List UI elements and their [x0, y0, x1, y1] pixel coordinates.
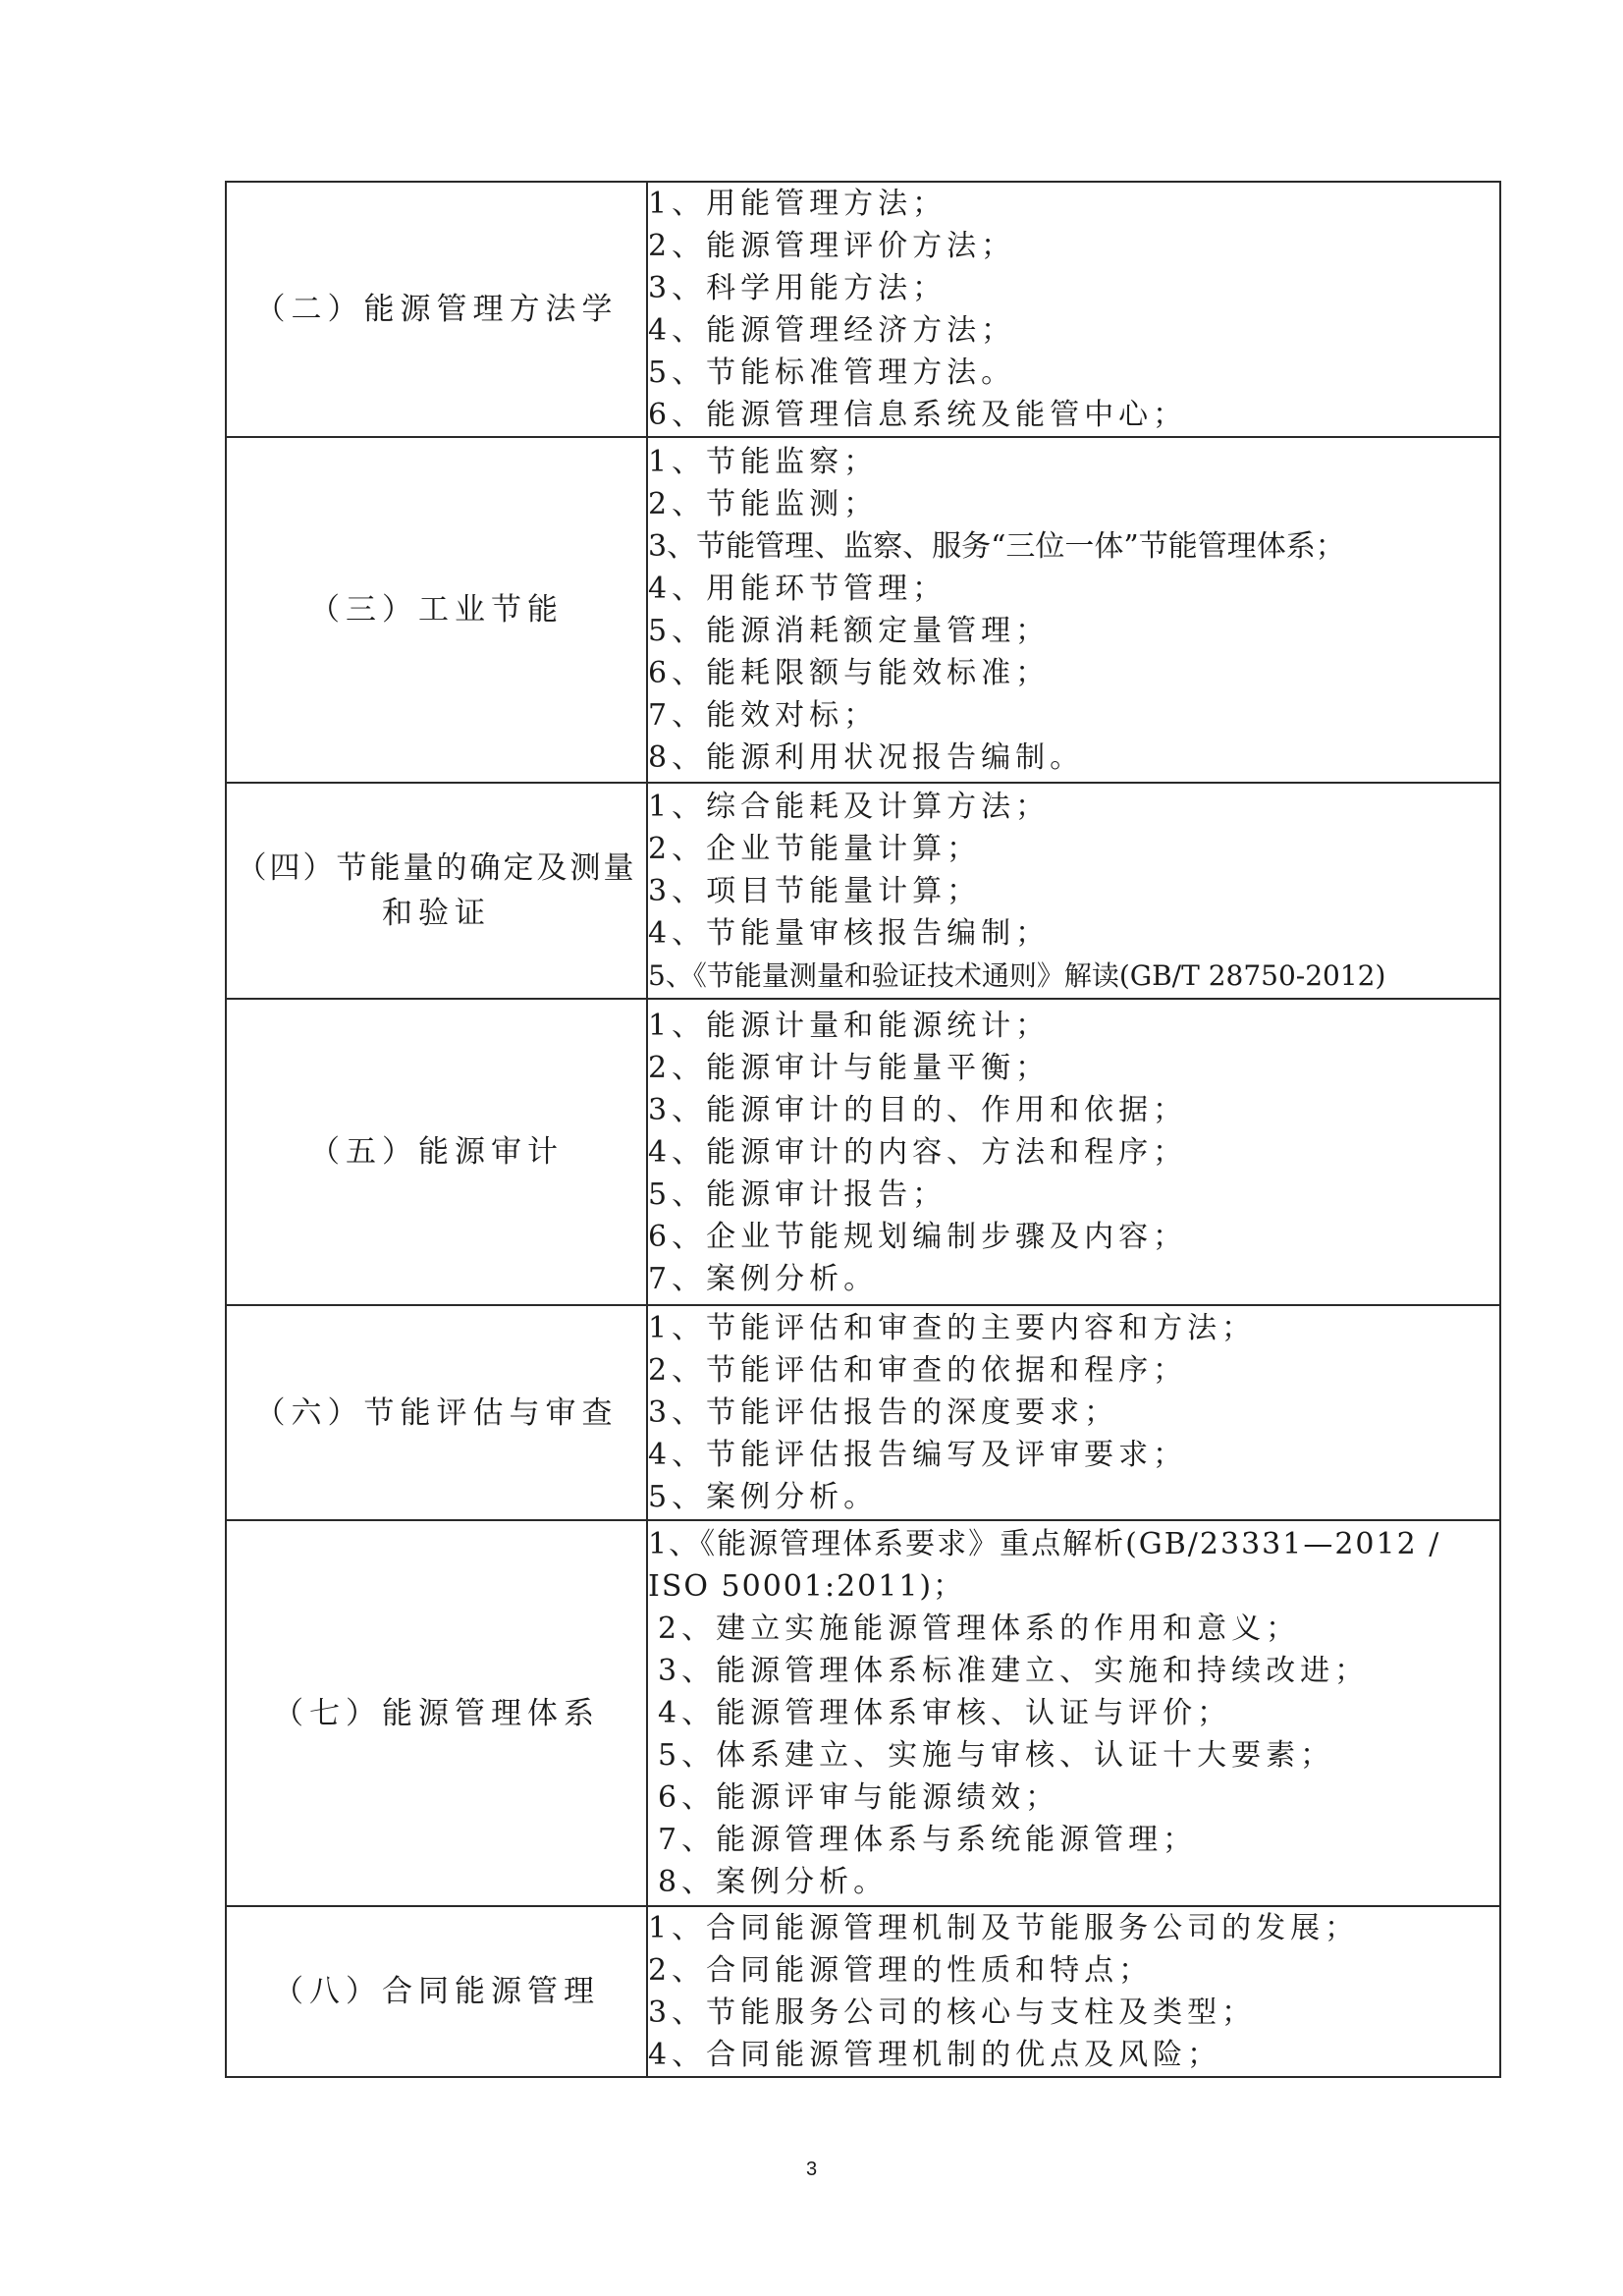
list-item: 5、《节能量测量和验证技术通则》解读(GB/T 28750-2012)	[648, 958, 1386, 992]
list-item: 1、节能评估和审查的主要内容和方法；	[648, 1311, 1257, 1345]
list-item: 3、节能评估报告的深度要求；	[648, 1395, 1119, 1430]
list-item: 4、节能评估报告编写及评审要求；	[648, 1438, 1188, 1472]
topic-cell	[226, 783, 647, 999]
list-item: 7、案例分析。	[648, 1261, 879, 1296]
list-item: 2、能源审计与能量平衡；	[648, 1050, 1051, 1085]
list-item: 1、综合能耗及计算方法；	[648, 789, 1051, 824]
list-item: 6、能源评审与能源绩效；	[658, 1780, 1060, 1815]
table-row	[226, 182, 1500, 437]
list-item: 3、能源管理体系标准建立、实施和持续改进；	[658, 1654, 1370, 1688]
topic-cell: （七）能源管理体系	[226, 1520, 647, 1906]
list-item: 4、能源审计的内容、方法和程序；	[648, 1134, 1188, 1170]
list-item: 5、体系建立、实施与审核、认证十大要素；	[658, 1738, 1335, 1773]
list-item: 7、能效对标；	[648, 698, 879, 733]
list-item: 3、项目节能量计算；	[648, 873, 982, 908]
topic-cell: （三）工业节能	[226, 437, 647, 783]
list-item: 1、能源计量和能源统计；	[648, 1008, 1051, 1043]
list-item: 5、节能标准管理方法。	[648, 355, 1016, 390]
list-item: 6、能耗限额与能效标准；	[648, 656, 1051, 690]
topic-cell: （八）合同能源管理	[226, 1906, 647, 2077]
list-item: 2、建立实施能源管理体系的作用和意义；	[658, 1612, 1301, 1646]
list-item: 4、用能环节管理；	[648, 572, 947, 606]
list-item: 5、能源审计报告；	[648, 1176, 947, 1212]
table-row	[226, 1520, 1500, 1906]
topic-cell: （六）节能评估与审查	[226, 1305, 647, 1520]
list-item: 6、能源管理信息系统及能管中心；	[648, 398, 1188, 432]
list-item: 3、科学用能方法；	[648, 271, 947, 305]
items-cell	[647, 999, 1500, 1305]
page-number: 3	[805, 2159, 818, 2180]
items-cell	[647, 437, 1500, 783]
list-item: 8、案例分析。	[658, 1865, 889, 1899]
items-cell	[647, 182, 1500, 437]
items-cell	[647, 1305, 1500, 1520]
list-item: 4、合同能源管理机制的优点及风险；	[648, 2038, 1222, 2072]
list-item: 1、用能管理方法；	[648, 187, 947, 221]
list-item: 3、能源审计的目的、作用和依据；	[648, 1092, 1188, 1127]
items-cell	[647, 1906, 1500, 2077]
syllabus-table	[225, 181, 1501, 2078]
table-row	[226, 999, 1500, 1305]
list-item: 8、能源利用状况报告编制。	[648, 740, 1085, 775]
list-item: 3、节能管理、监察、服务“三位一体”节能管理体系；	[648, 529, 1345, 564]
list-item: 2、企业节能量计算；	[648, 831, 982, 866]
table-row	[226, 783, 1500, 999]
list-item: 1、《能源管理体系要求》重点解析(GB/23331—2012 / ISO 50001:2011)；	[648, 1527, 1441, 1604]
list-item: 6、企业节能规划编制步骤及内容；	[648, 1219, 1188, 1254]
list-item: 2、节能监测；	[648, 487, 879, 521]
list-item: 2、能源管理评价方法；	[648, 229, 1016, 263]
list-item: 7、能源管理体系与系统能源管理；	[658, 1823, 1198, 1857]
topic-cell: （二）能源管理方法学	[226, 182, 647, 437]
list-item: 3、节能服务公司的核心与支柱及类型；	[648, 1995, 1257, 2030]
list-item: 1、合同能源管理机制及节能服务公司的发展；	[648, 1911, 1360, 1945]
topic-line: 和验证	[382, 896, 491, 931]
table-row	[226, 1906, 1500, 2077]
list-item: 2、合同能源管理的性质和特点；	[648, 1953, 1154, 1988]
list-item: 4、能源管理体系审核、认证与评价；	[658, 1696, 1232, 1730]
topic-cell: （五）能源审计	[226, 999, 647, 1305]
list-item: 5、案例分析。	[648, 1480, 879, 1514]
list-item: 4、能源管理经济方法；	[648, 313, 1016, 348]
items-cell	[647, 1520, 1500, 1906]
list-item: 1、节能监察；	[648, 445, 879, 479]
list-item: 2、节能评估和审查的依据和程序；	[648, 1353, 1188, 1388]
topic-line: （四）节能量的确定及测量	[236, 850, 637, 886]
table-row	[226, 1305, 1500, 1520]
items-cell	[647, 783, 1500, 999]
table-row	[226, 437, 1500, 783]
list-item: 4、节能量审核报告编制；	[648, 915, 1051, 951]
list-item: 5、能源消耗额定量管理；	[648, 614, 1051, 648]
